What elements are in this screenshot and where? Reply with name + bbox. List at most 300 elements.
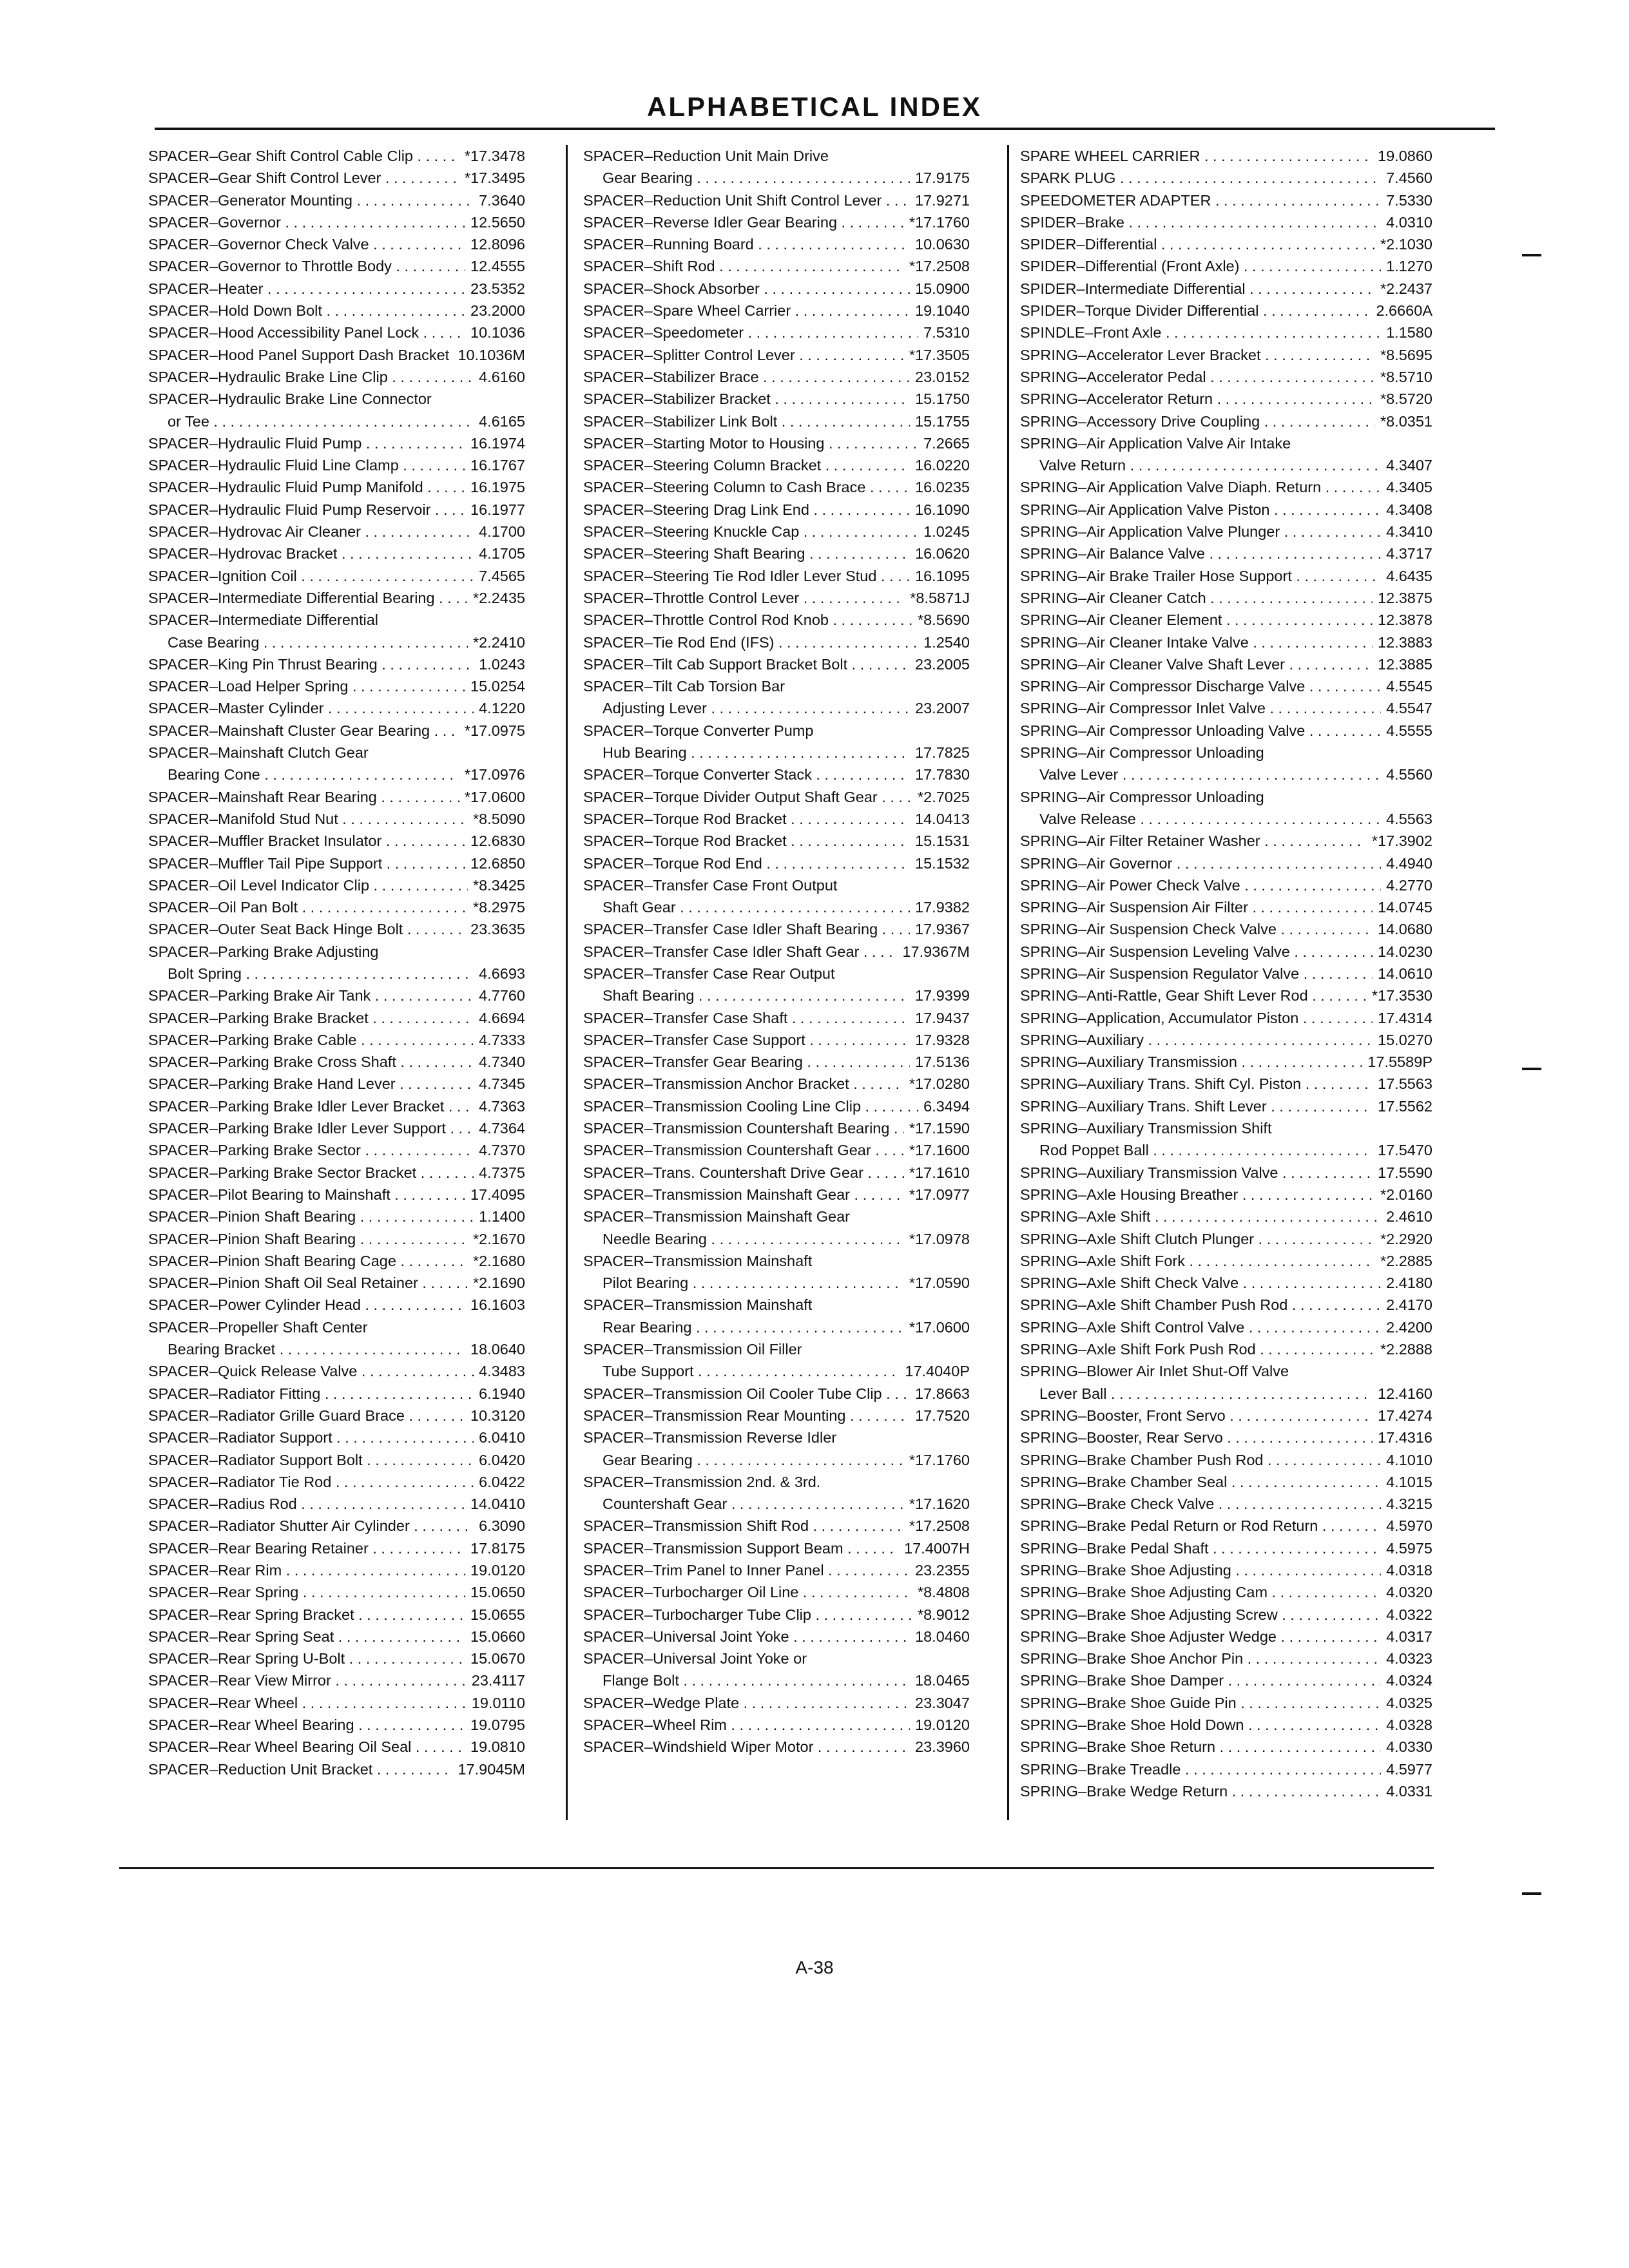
index-entry: [1020, 344, 1432, 366]
index-entry-label: SPACER–Running Board . . .: [583, 236, 970, 253]
index-entry-page: 4.7760: [474, 985, 525, 1006]
index-entry-label: SPACER–Power Cylinder Head . . .: [148, 1296, 525, 1313]
index-entry-label: or Tee . . .: [168, 413, 525, 430]
index-entry: [148, 366, 525, 388]
index-entry-label: Shaft Gear . . .: [602, 899, 970, 916]
index-entry: [1020, 631, 1432, 653]
index-entry-page: 16.0220: [910, 454, 970, 476]
index-entry: [1020, 896, 1432, 918]
index-entry-page: 10.1036M: [452, 344, 525, 366]
index-entry-label: SPACER–Mainshaft Clutch Gear: [148, 744, 369, 762]
index-entry-page: *2.1670: [468, 1228, 525, 1250]
index-entry-page: *8.5695: [1375, 344, 1432, 366]
index-entry-label: SPACER–Speedometer . . .: [583, 324, 970, 341]
index-entry: [583, 1250, 970, 1272]
index-entry-label: SPACER–Parking Brake Air Tank . . .: [148, 987, 525, 1004]
index-entry: [148, 521, 525, 543]
index-entry-page: 15.1532: [910, 852, 970, 874]
index-entry-page: 23.2355: [910, 1559, 970, 1581]
index-entry-page: 23.0152: [910, 366, 970, 388]
index-entry-page: *17.3495: [459, 167, 525, 189]
index-entry: [583, 631, 970, 653]
index-entry-page: 17.9175: [910, 167, 970, 189]
index-entry: [1020, 1316, 1432, 1338]
index-entry: [1020, 1095, 1432, 1117]
index-entry: [1020, 211, 1432, 233]
index-entry-page: 7.5330: [1381, 189, 1432, 211]
index-column-1: [148, 145, 525, 1780]
index-entry: [148, 1184, 525, 1206]
index-entry: [148, 1493, 525, 1515]
index-entry: [148, 255, 525, 277]
index-entry-label: SPACER–Rear Spring . . .: [148, 1584, 525, 1600]
index-entry-label: SPRING–Air Cleaner Valve Shaft Lever . . .: [1020, 656, 1432, 673]
index-entry: [148, 587, 525, 609]
index-entry-page: 4.1220: [474, 697, 525, 719]
index-entry-page: 4.0325: [1381, 1692, 1432, 1714]
index-entry-page: 19.0120: [910, 1714, 970, 1736]
index-entry-label: SPACER–Transmission Oil Cooler Tube Clip . . .: [583, 1385, 970, 1402]
index-entry: [148, 1360, 525, 1382]
index-entry-label: SPRING–Auxiliary Transmission Valve . . .: [1020, 1164, 1432, 1181]
index-entry: [148, 874, 525, 896]
index-entry: [1020, 874, 1432, 896]
index-entry-page: 16.1603: [465, 1294, 525, 1316]
index-entry-label: SPACER–King Pin Thrust Bearing . . .: [148, 656, 525, 673]
index-entry-page: 2.4200: [1381, 1316, 1432, 1338]
index-entry-page: 1.2540: [918, 631, 970, 653]
index-entry-page: 4.7375: [474, 1162, 525, 1184]
index-entry-label: SPACER–Steering Shaft Bearing . . .: [583, 545, 970, 562]
index-entry: [1020, 1139, 1432, 1161]
index-entry-label: SPACER–Trans. Countershaft Drive Gear . . .: [583, 1164, 970, 1181]
index-entry: [583, 410, 970, 432]
index-entry-page: 4.0318: [1381, 1559, 1432, 1581]
index-entry: [148, 1338, 525, 1360]
index-entry: [583, 1316, 970, 1338]
index-entry-page: 17.5470: [1373, 1139, 1432, 1161]
index-entry-label: SPACER–Hydraulic Fluid Line Clamp . . .: [148, 457, 525, 474]
index-entry-label: SPACER–Rear Spring Seat . . .: [148, 1628, 525, 1645]
index-entry: [148, 963, 525, 985]
index-entry-label: SPACER–Radiator Support . . .: [148, 1429, 525, 1446]
index-entry: [583, 366, 970, 388]
index-entry: [148, 786, 525, 808]
index-entry: [148, 697, 525, 719]
index-entry-page: 4.7370: [474, 1139, 525, 1161]
index-entry-page: 15.0660: [465, 1626, 525, 1648]
index-entry: [583, 565, 970, 587]
index-entry: [148, 1626, 525, 1648]
index-entry-page: 4.3717: [1381, 543, 1432, 564]
index-entry-page: *8.5720: [1375, 388, 1432, 410]
index-entry-label: Bearing Cone . . .: [168, 766, 525, 783]
index-entry-page: 7.3640: [474, 189, 525, 211]
index-entry-page: 17.7830: [910, 764, 970, 785]
index-entry: [583, 543, 970, 564]
index-entry-page: 17.9367: [910, 918, 970, 940]
index-entry-label: SPACER–Muffler Tail Pipe Support . . .: [148, 855, 525, 872]
index-entry-page: *2.1030: [1375, 233, 1432, 255]
index-entry-page: *8.0351: [1375, 410, 1432, 432]
index-entry-label: SPRING–Application, Accumulator Piston . . .: [1020, 1010, 1432, 1026]
edge-mark: [1522, 1892, 1541, 1895]
index-entry-label: SPRING–Axle Shift Chamber Push Rod . . .: [1020, 1296, 1432, 1313]
index-entry-label: SPACER–Radiator Tie Rod . . .: [148, 1474, 525, 1490]
index-entry-label: SPACER–Torque Converter Stack . . .: [583, 766, 970, 783]
index-entry-label: SPACER–Torque Rod Bracket . . .: [583, 832, 970, 849]
index-entry-page: 12.6850: [465, 852, 525, 874]
index-entry-label: SPRING–Anti-Rattle, Gear Shift Lever Rod . . .: [1020, 987, 1432, 1004]
index-entry-page: 4.5970: [1381, 1515, 1432, 1537]
index-entry-page: 12.5650: [465, 211, 525, 233]
index-entry-page: 17.8663: [910, 1383, 970, 1405]
index-entry-label: SPACER–Transmission Reverse Idler: [583, 1429, 837, 1446]
index-entry: [1020, 1515, 1432, 1537]
index-entry-label: SPRING–Axle Shift Check Valve . . .: [1020, 1274, 1432, 1291]
index-entry-page: 4.3410: [1381, 521, 1432, 543]
index-entry: [1020, 1029, 1432, 1051]
index-entry: [1020, 963, 1432, 985]
index-entry-page: 17.4316: [1373, 1427, 1432, 1448]
index-entry: [1020, 565, 1432, 587]
index-entry: [1020, 742, 1432, 764]
index-entry: [583, 874, 970, 896]
index-entry: [1020, 764, 1432, 785]
index-entry-page: 12.6830: [465, 830, 525, 852]
index-entry: [583, 675, 970, 697]
index-entry-page: *17.1600: [904, 1139, 970, 1161]
index-entry: [583, 1095, 970, 1117]
index-entry-page: 16.1975: [465, 476, 525, 498]
index-entry-label: SPACER–Pinion Shaft Bearing . . .: [148, 1231, 525, 1247]
index-entry-page: 17.9045M: [452, 1758, 525, 1780]
index-entry-page: 15.0650: [465, 1581, 525, 1603]
index-entry: [583, 963, 970, 985]
index-entry: [148, 388, 525, 410]
index-entry-label: SPRING–Air Suspension Leveling Valve . . .: [1020, 943, 1432, 960]
index-entry-page: 4.5977: [1381, 1758, 1432, 1780]
index-entry-label: SPRING–Accelerator Lever Bracket . . .: [1020, 347, 1432, 363]
index-entry: [583, 1515, 970, 1537]
index-entry: [583, 233, 970, 255]
index-entry-label: SPRING–Air Application Valve Plunger . . .: [1020, 523, 1432, 540]
index-entry-label: Pilot Bearing . . .: [602, 1274, 970, 1291]
index-entry-page: 17.9271: [910, 189, 970, 211]
index-entry: [583, 521, 970, 543]
index-entry-page: 16.1974: [465, 432, 525, 454]
index-entry-page: 23.3047: [910, 1692, 970, 1714]
column-divider: [1007, 145, 1009, 1820]
index-entry-label: Needle Bearing . . .: [602, 1231, 970, 1247]
index-entry-label: SPRING–Axle Shift Clutch Plunger . . .: [1020, 1231, 1432, 1247]
index-entry-label: SPACER–Reverse Idler Gear Bearing . . .: [583, 214, 970, 231]
index-entry-page: *17.0978: [904, 1228, 970, 1250]
index-entry: [1020, 1669, 1432, 1691]
index-entry-label: SPRING–Auxiliary Trans. Shift Lever . . .: [1020, 1098, 1432, 1115]
index-entry-label: SPACER–Transfer Case Rear Output: [583, 965, 835, 982]
index-entry: [1020, 410, 1432, 432]
index-entry-label: SPRING–Auxiliary Trans. Shift Cyl. Piston . . .: [1020, 1075, 1432, 1092]
index-entry: [1020, 322, 1432, 343]
index-entry-label: SPACER–Spare Wheel Carrier . . .: [583, 302, 970, 319]
index-entry-label: SPACER–Rear Bearing Retainer . . .: [148, 1540, 525, 1557]
index-entry-label: Hub Bearing . . .: [602, 744, 970, 761]
index-entry-page: 16.0620: [910, 543, 970, 564]
index-entry-label: SPIDER–Brake . . .: [1020, 214, 1432, 231]
index-entry: [583, 1559, 970, 1581]
index-entry: [583, 852, 970, 874]
index-entry-label: SPRING–Air Suspension Regulator Valve . . .: [1020, 965, 1432, 982]
index-entry: [583, 742, 970, 764]
index-entry-label: SPACER–Turbocharger Tube Clip . . .: [583, 1606, 970, 1623]
index-entry-page: 4.6165: [474, 410, 525, 432]
index-entry-label: SPACER–Transfer Case Support . . .: [583, 1032, 970, 1048]
index-entry-page: 14.0680: [1373, 918, 1432, 940]
index-entry: [148, 211, 525, 233]
index-entry: [1020, 300, 1432, 322]
index-entry-label: SPACER–Steering Tie Rod Idler Lever Stud . . .: [583, 568, 970, 584]
index-entry-label: SPRING–Brake Shoe Guide Pin . . .: [1020, 1695, 1432, 1711]
index-entry: [148, 720, 525, 742]
index-entry-page: 17.4095: [465, 1184, 525, 1206]
index-entry-label: SPACER–Shock Absorber . . .: [583, 280, 970, 297]
index-entry-page: 6.0422: [474, 1471, 525, 1493]
index-entry-label: SPACER–Rear Wheel Bearing . . .: [148, 1716, 525, 1733]
index-entry: [583, 1626, 970, 1648]
index-entry-page: *2.2920: [1375, 1228, 1432, 1250]
index-entry: [1020, 1692, 1432, 1714]
index-entry-label: SPACER–Hydraulic Fluid Pump Reservoir . . .: [148, 501, 525, 518]
index-entry-label: Case Bearing . . .: [168, 634, 525, 651]
index-entry-label: SPACER–Tilt Cab Support Bracket Bolt . . .: [583, 656, 970, 673]
index-entry-label: SPACER–Pinion Shaft Oil Seal Retainer . . .: [148, 1274, 525, 1291]
index-entry-label: SPACER–Transfer Gear Bearing . . .: [583, 1053, 970, 1070]
index-entry: [1020, 609, 1432, 631]
index-entry: [583, 344, 970, 366]
index-entry: [1020, 653, 1432, 675]
index-entry-page: 16.1977: [465, 499, 525, 521]
index-entry-page: 23.2000: [465, 300, 525, 322]
index-entry-label: SPACER–Torque Rod Bracket . . .: [583, 811, 970, 827]
index-entry-page: 19.0795: [465, 1714, 525, 1736]
index-entry: [1020, 1228, 1432, 1250]
index-entry-label: SPRING–Air Suspension Air Filter . . .: [1020, 899, 1432, 916]
index-entry-label: SPACER–Tilt Cab Torsion Bar: [583, 678, 786, 695]
index-entry-label: SPRING–Air Governor . . .: [1020, 855, 1432, 872]
index-entry-page: 2.6660A: [1371, 300, 1432, 322]
index-entry-label: SPIDER–Intermediate Differential . . .: [1020, 280, 1432, 297]
index-entry-page: 17.5590: [1373, 1162, 1432, 1184]
index-entry-label: SPACER–Steering Knuckle Cap . . .: [583, 523, 970, 540]
index-entry-label: SPACER–Radiator Grille Guard Brace . . .: [148, 1407, 525, 1424]
index-entry-page: 12.3875: [1373, 587, 1432, 609]
index-entry-page: *8.4808: [912, 1581, 970, 1603]
index-entry-label: SPRING–Air Filter Retainer Washer . . .: [1020, 832, 1432, 849]
footer-rule: [119, 1867, 1434, 1869]
index-entry-page: 12.3883: [1373, 631, 1432, 653]
index-entry: [148, 1095, 525, 1117]
index-entry-page: *8.2975: [468, 896, 525, 918]
index-entry-page: 4.7340: [474, 1051, 525, 1073]
index-entry: [148, 1471, 525, 1493]
index-entry-label: SPACER–Mainshaft Cluster Gear Bearing . . .: [148, 722, 525, 739]
index-entry-label: SPACER–Reduction Unit Bracket . . .: [148, 1761, 525, 1778]
index-entry: [148, 653, 525, 675]
index-entry: [1020, 1294, 1432, 1316]
index-entry-page: *17.1610: [904, 1162, 970, 1184]
index-entry: [148, 1714, 525, 1736]
index-entry: [583, 322, 970, 343]
index-entry-page: 4.6435: [1381, 565, 1432, 587]
index-entry: [148, 167, 525, 189]
index-entry: [1020, 1493, 1432, 1515]
index-entry-label: SPACER–Oil Pan Bolt . . .: [148, 899, 525, 916]
index-entry-label: Adjusting Lever . . .: [602, 700, 970, 716]
index-entry-label: SPACER–Transmission Rear Mounting . . .: [583, 1407, 970, 1424]
index-entry-page: *17.0280: [904, 1073, 970, 1095]
index-entry-label: SPRING–Brake Treadle . . .: [1020, 1761, 1432, 1778]
index-entry-page: 7.4560: [1381, 167, 1432, 189]
index-entry-label: Tube Support . . .: [602, 1363, 970, 1379]
index-entry-page: 4.6160: [474, 366, 525, 388]
index-entry: [1020, 1626, 1432, 1648]
index-entry-page: 4.7333: [474, 1029, 525, 1051]
index-entry-page: 1.1580: [1381, 322, 1432, 343]
index-entry: [583, 653, 970, 675]
index-entry-page: *17.0977: [904, 1184, 970, 1206]
index-entry-label: SPACER–Gear Shift Control Cable Clip . . .: [148, 148, 525, 164]
index-entry-page: 4.6694: [474, 1007, 525, 1029]
index-entry: [148, 145, 525, 167]
index-entry: [583, 1117, 970, 1139]
index-entry: [1020, 1206, 1432, 1227]
index-entry-label: SPACER–Hydraulic Fluid Pump Manifold . . .: [148, 479, 525, 495]
index-entry: [583, 454, 970, 476]
index-entry-label: SPACER–Stabilizer Brace . . .: [583, 369, 970, 385]
index-entry: [583, 388, 970, 410]
index-entry-label: SPACER–Stabilizer Link Bolt . . .: [583, 413, 970, 430]
index-entry-page: *2.0160: [1375, 1184, 1432, 1206]
index-entry-label: SPACER–Tie Rod End (IFS) . . .: [583, 634, 970, 651]
index-entry-label: SPIDER–Torque Divider Differential . . .: [1020, 302, 1432, 319]
index-entry: [583, 1206, 970, 1227]
index-entry-label: SPACER–Reduction Unit Shift Control Lever . . .: [583, 192, 970, 209]
index-entry: [583, 1648, 970, 1669]
index-entry-page: 4.3407: [1381, 454, 1432, 476]
index-entry: [583, 1692, 970, 1714]
index-entry: [583, 1272, 970, 1294]
index-entry-label: SPACER–Hood Panel Support Dash Bracket . . .: [148, 347, 525, 363]
index-entry-label: SPACER–Turbocharger Oil Line . . .: [583, 1584, 970, 1600]
index-entry-label: SPRING–Brake Wedge Return . . .: [1020, 1783, 1432, 1800]
index-entry-page: 17.5562: [1373, 1095, 1432, 1117]
index-entry: [583, 499, 970, 521]
index-entry-page: 15.1531: [910, 830, 970, 852]
index-entry-page: *17.0975: [459, 720, 525, 742]
index-entry: [1020, 830, 1432, 852]
index-entry: [1020, 1405, 1432, 1427]
index-entry-page: 4.0330: [1381, 1736, 1432, 1758]
index-entry-label: SPRING–Axle Shift . . .: [1020, 1208, 1432, 1225]
index-entry-label: SPACER–Windshield Wiper Motor . . .: [583, 1738, 970, 1755]
index-entry-page: 15.1750: [910, 388, 970, 410]
index-entry: [148, 1515, 525, 1537]
index-entry-label: SPRING–Brake Shoe Return . . .: [1020, 1738, 1432, 1755]
index-entry: [1020, 1780, 1432, 1802]
index-entry-page: 4.3405: [1381, 476, 1432, 498]
index-entry-page: 19.0810: [465, 1736, 525, 1758]
index-entry-label: SPRING–Auxiliary Transmission . . .: [1020, 1053, 1432, 1070]
index-entry-label: SPACER–Quick Release Valve . . .: [148, 1363, 525, 1379]
index-entry: [583, 609, 970, 631]
index-entry-label: SPACER–Universal Joint Yoke . . .: [583, 1628, 970, 1645]
index-entry: [148, 454, 525, 476]
index-entry-label: SPRING–Air Compressor Unloading Valve . . .: [1020, 722, 1432, 739]
index-entry: [148, 300, 525, 322]
index-entry: [1020, 1714, 1432, 1736]
index-entry: [583, 808, 970, 830]
index-entry-label: SPACER–Mainshaft Rear Bearing . . .: [148, 789, 525, 805]
index-entry-page: 15.1755: [910, 410, 970, 432]
column-divider: [566, 145, 568, 1820]
index-entry: [1020, 675, 1432, 697]
index-entry-label: SPRING–Brake Shoe Adjusting Screw . . .: [1020, 1606, 1432, 1623]
index-entry: [583, 1714, 970, 1736]
index-entry-page: 18.0640: [465, 1338, 525, 1360]
index-entry: [583, 1736, 970, 1758]
index-entry-page: 4.5560: [1381, 764, 1432, 785]
index-entry: [583, 1581, 970, 1603]
index-entry-label: SPACER–Transmission Mainshaft Gear: [583, 1208, 851, 1225]
index-entry-page: 15.0270: [1373, 1029, 1432, 1051]
index-entry: [148, 852, 525, 874]
index-entry-label: SPACER–Steering Drag Link End . . .: [583, 501, 970, 518]
index-entry: [1020, 1360, 1432, 1382]
index-entry: [148, 476, 525, 498]
index-entry: [1020, 543, 1432, 564]
index-entry-label: SPRING–Axle Housing Breather . . .: [1020, 1186, 1432, 1203]
index-entry: [583, 255, 970, 277]
index-entry-page: 6.3494: [918, 1095, 970, 1117]
index-entry-page: 4.1010: [1381, 1449, 1432, 1471]
index-entry-label: SPRING–Booster, Rear Servo . . .: [1020, 1429, 1432, 1446]
index-entry-label: SPRING–Brake Shoe Hold Down . . .: [1020, 1716, 1432, 1733]
index-entry: [583, 1471, 970, 1493]
index-entry: [583, 1427, 970, 1448]
index-entry: [583, 1360, 970, 1382]
index-entry-page: 16.1095: [910, 565, 970, 587]
index-entry-label: Bolt Spring . . .: [168, 965, 525, 982]
index-entry-label: SPRING–Air Power Check Valve . . .: [1020, 877, 1432, 894]
index-entry-page: 4.7364: [474, 1117, 525, 1139]
index-entry-label: SPRING–Auxiliary Transmission Shift: [1020, 1120, 1272, 1137]
index-entry: [148, 1427, 525, 1448]
index-entry-page: 17.8175: [465, 1537, 525, 1559]
index-entry: [583, 918, 970, 940]
index-entry-label: SPIDER–Differential . . .: [1020, 236, 1432, 253]
index-entry: [583, 1604, 970, 1626]
index-entry-label: SPACER–Torque Divider Output Shaft Gear . . .: [583, 789, 970, 805]
index-entry-page: 6.3090: [474, 1515, 525, 1537]
index-entry: [1020, 1648, 1432, 1669]
index-entry: [148, 918, 525, 940]
index-entry-label: Lever Ball . . .: [1039, 1385, 1432, 1402]
index-entry-label: SPRING–Brake Shoe Adjusting Cam . . .: [1020, 1584, 1432, 1600]
index-entry-label: SPACER–Hood Accessibility Panel Lock . . .: [148, 324, 525, 341]
index-entry: [1020, 1559, 1432, 1581]
index-entry-label: Bearing Bracket . . .: [168, 1341, 525, 1358]
